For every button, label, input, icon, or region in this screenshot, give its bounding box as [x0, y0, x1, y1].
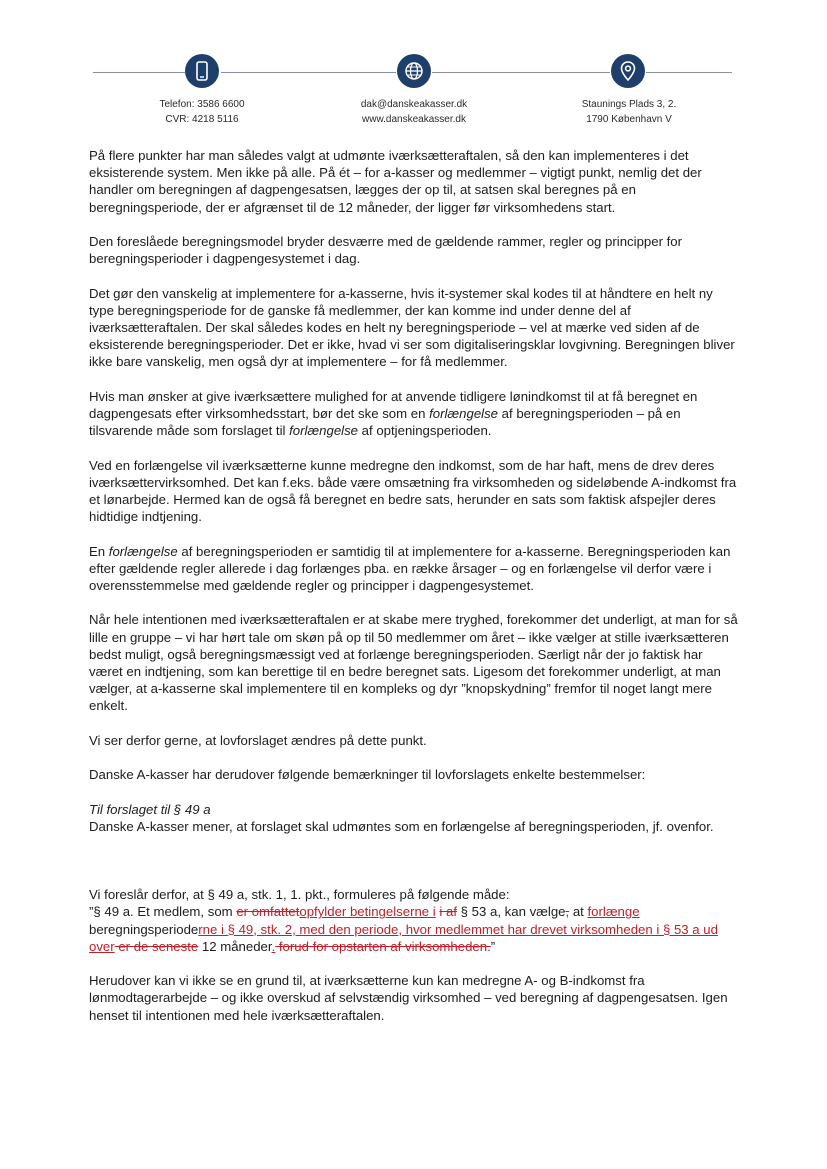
paragraph-6	[89, 543, 739, 595]
paragraph-9: Danske A-kasser har derudover følgende bemærkninger til lovforslagets enkelte bestemmelser:	[89, 767, 646, 783]
header-rule-middle-2	[432, 72, 610, 73]
location-pin-icon	[611, 54, 645, 88]
deleted-text: er de seneste	[114, 938, 199, 954]
letter-body	[89, 147, 739, 1041]
text-run: ”	[490, 938, 496, 954]
contact-phone-block	[122, 97, 282, 127]
paragraph-12: Herudover kan vi ikke se en grund til, at iværksætterne kun kan medregne A- og B-indkomst fra lønmodtagerarbejde – og ikke overskud af selvstændig virksomhed – ved beregning af dagpengesatsen. Igen henset til intentionen med hele iværksætteraftalen.	[89, 973, 728, 1023]
phone-icon	[185, 54, 219, 88]
text-run: af optjeningsperioden.	[358, 423, 492, 439]
text-run: at	[569, 904, 588, 920]
text-run: af beregningsperioden er samtidig til at implementere for a-kasserne. Beregningsperioden kan efter gældende regler allerede i dag forlænges pba. en række årsager – og en forlængelse vil derfor være i overensstemmelse med gældende regler og principper i dagpengesystemet.	[89, 543, 731, 593]
email-link[interactable]: dak@danskeakasser.dk	[360, 99, 468, 110]
paragraph-11: Vi foreslår derfor, at § 49 a, stk. 1, 1. pkt., formuleres på følgende måde:	[89, 887, 510, 903]
text-run: af beregningsperioden – på en tilsvarende måde som forslaget til	[89, 406, 681, 439]
emphasis: forlængelse	[289, 423, 359, 439]
emphasis: forlængelse	[108, 543, 178, 559]
paragraph-8: Vi ser derfor gerne, at lovforslaget ændres på dette punkt.	[89, 732, 427, 748]
contact-web-block	[334, 97, 494, 127]
text-run: En	[89, 543, 109, 559]
cvr-number: CVR: 4218 5116	[165, 114, 239, 125]
deleted-text: ,	[565, 904, 570, 920]
deleted-text: forud for opstarten af virksomheden.	[275, 938, 491, 954]
header-rule-left	[93, 72, 185, 73]
city-address: 1790 København V	[586, 114, 672, 125]
paragraph-7: Når hele intentionen med iværksætteraftalen er at skabe mere tryghed, forekommer det underligt, at man for så lille en gruppe – vi har hørt tale om skøn på op til 50 medlemmer om året – ikke vælger at stille iværksætteren bedst muligt, også beregningsmæssigt ved at forlænge beregningsperioden. Særligt når der jo faktisk har været en indtjening, som kan berettige til en bedre beregnet sats. Ligesom det forekommer underligt, at man vælger, at a-kasserne skal implementere til en kompleks og dyr ”knopskydning” fremfor til noget langt mere enkelt.	[89, 612, 738, 714]
header-rule-middle	[221, 72, 396, 73]
text-run: Hvis man ønsker at give iværksættere mulighed for at anvende tidligere lønindkomst til at få beregnet en dagpengesats efter virksomhedsstart, bør det ske som en	[89, 388, 698, 421]
paragraph-2: Den foreslåede beregningsmodel bryder desværre med de gældende rammer, regler og principper for beregningsperioder i dagpengesystemet i dag.	[89, 234, 683, 267]
header-rule-right	[646, 72, 732, 73]
deleted-text: i af	[439, 904, 457, 920]
inserted-text: .	[271, 938, 276, 954]
proposed-wording	[89, 903, 739, 955]
letterhead	[0, 0, 827, 140]
contact-address-block	[549, 97, 709, 127]
section-heading-block	[89, 801, 739, 818]
paragraph-1: På flere punkter har man således valgt at udmønte iværksætteraftalen, så den kan implementeres i det eksisterende system. Men ikke på alle. På ét – for a-kasser og medlemmer – vigtigt punkt, nemlig det der handler om beregningen af dagpengesatsen, lægges der op til, at satsen skal beregnes på en beregningsperiode, der er afgrænset til de 12 måneder, der ligger før virksomhedens start.	[89, 148, 702, 215]
paragraph-10: Danske A-kasser mener, at forslaget skal udmøntes som en forlængelse af beregningsperioden, jf. ovenfor.	[89, 818, 714, 834]
paragraph-5: Ved en forlængelse vil iværksætterne kunne medregne den indkomst, som de har haft, mens de drev deres iværksættervirksomhed. Det kan f.eks. både være omsætning fra virksomheden og sideløbende A-indkomst fra et lønarbejde. Hermed kan de også få beregnet en bedre sats, herunder en sats som faktisk afspejler deres hidtidige indtjening.	[89, 457, 737, 525]
phone-number: Telefon: 3586 6600	[159, 99, 245, 110]
globe-icon	[397, 54, 431, 88]
website-link[interactable]: www.danskeakasser.dk	[362, 114, 466, 125]
text-run: beregningsperiode	[89, 921, 199, 937]
spacer	[89, 852, 739, 886]
paragraph-4	[89, 388, 739, 440]
inserted-text: forlænge	[587, 904, 640, 920]
paragraph-3: Det gør den vanskelig at implementere for a-kasserne, hvis it-systemer skal kodes til at håndtere en helt ny type beregningsperiode for de ganske få medlemmer, der kan komme ind under denne del af iværksætteraftalen. Der skal således kodes en helt ny beregningsperiode – vel at mærke ved siden af de eksisterende beregningsperioder. Det er ikke, hvad vi ser som digitaliseringsklar lovgivning. Beregningen bliver ikke bare vanskelig, men også dyr at implementere – for få medlemmer.	[89, 285, 735, 370]
inserted-text: opfylder betingelserne i	[299, 904, 436, 920]
emphasis: forlængelse	[429, 406, 499, 421]
section-heading: Til forslaget til § 49 a	[89, 801, 211, 817]
street-address: Staunings Plads 3, 2.	[581, 99, 677, 110]
text-run: § 53 a, kan vælge	[457, 904, 566, 920]
inserted-text: rne i § 49, stk. 2, med den periode, hvor medlemmet har drevet virksomheden i § 53 a ud over	[89, 921, 718, 954]
text-run: ”§ 49 a. Et medlem, som	[89, 904, 237, 920]
deleted-text: er omfattet	[236, 904, 300, 920]
text-run: 12 måneder	[198, 938, 272, 954]
